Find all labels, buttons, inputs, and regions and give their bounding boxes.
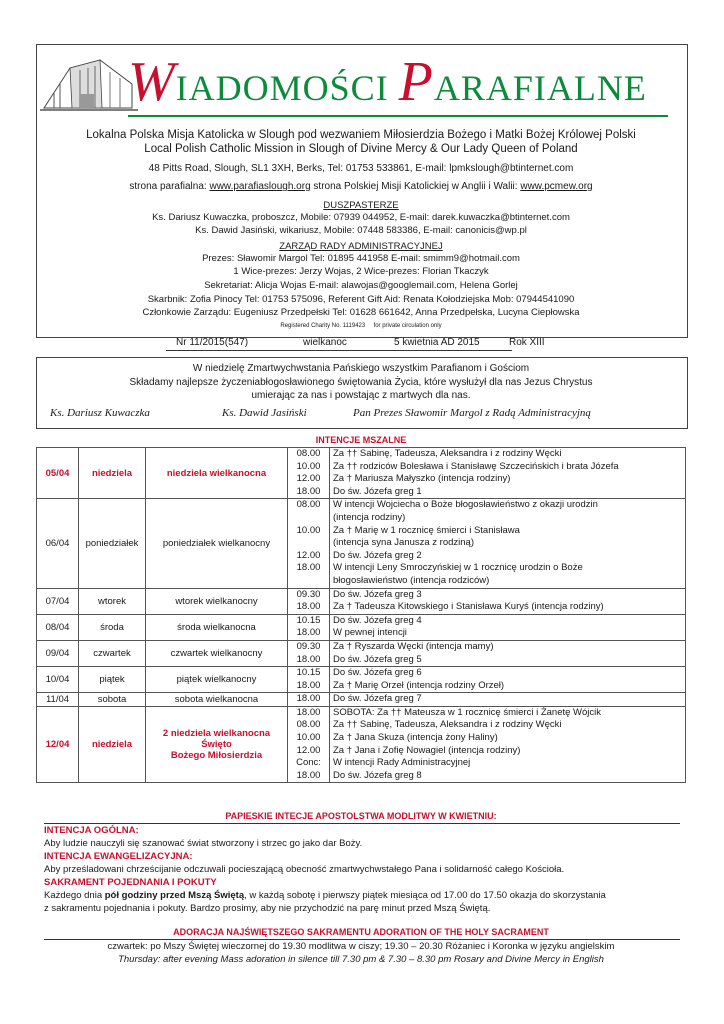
mass-intentions-table xyxy=(36,447,686,783)
mass-time: 08.00 xyxy=(296,499,321,511)
board-line-4: Skarbnik: Zofia Pinocy Tel: 01753 575096, Referent Gift Aid: Renata Kołodziejska Mob: 07944541090 xyxy=(147,294,575,305)
issue-day: wielkanoc xyxy=(303,337,347,348)
pcmew-website-link[interactable]: www.pcmew.org xyxy=(520,181,593,192)
clergy-heading: DUSZPASTERZE xyxy=(323,200,399,211)
mass-intention: Do św. Józefa greg 8 xyxy=(333,769,422,781)
confession-label: SAKRAMENT POJEDNANIA I POKUTY xyxy=(44,877,217,888)
mass-feast: czwartek wielkanocny xyxy=(146,640,288,666)
mass-intention: SOBOTA: Za †† Mateusza w 1 rocznicę śmierci i Żanetę Wójcik xyxy=(333,706,602,718)
mass-intentions xyxy=(330,614,686,640)
mission-pl: Lokalna Polska Misja Katolicka w Slough pod wezwaniem Miłosierdzia Bożego i Matki Bożej Królowej Polski xyxy=(86,129,636,141)
adoration-heading: ADORACJA NAJŚWIĘTSZEGO SAKRAMENTU ADORATION OF THE HOLY SACRAMENT xyxy=(173,927,549,937)
issue-info xyxy=(36,335,686,350)
mass-table-body xyxy=(37,448,686,783)
mass-intention: Do św. Józefa greg 5 xyxy=(333,653,422,665)
board-line-3: Sekretariat: Alicja Wojas E-mail: alawojas@googlemail.com, Helena Gorlej xyxy=(204,280,518,291)
mass-day: sobota xyxy=(79,693,146,707)
address-line: 48 Pitts Road, Slough, SL1 3XH, Berks, Tel: 01753 533861, E-mail: lpmkslough@btinternet.com xyxy=(148,163,574,174)
mass-feast: wtorek wielkanocny xyxy=(146,588,288,614)
title-word-2: ARAFIALNE xyxy=(433,68,647,108)
mass-time: 18.00 xyxy=(296,693,321,705)
website-prefix: strona parafialna: xyxy=(129,181,210,192)
mass-time: 18.00 xyxy=(296,706,321,718)
mass-intention: (intencja syna Janusza z rodziną) xyxy=(333,537,474,549)
mass-intention: W intencji Leny Smroczyńskiej w 1 rocznicę urodzin o Boże xyxy=(333,562,583,574)
mass-row xyxy=(37,448,686,499)
issue-rule xyxy=(166,350,512,351)
mass-feast-line: Bożego Miłosierdzia xyxy=(170,750,263,762)
mass-day: poniedziałek xyxy=(79,499,146,588)
general-intention-text: Aby ludzie nauczyli się szanować świat stworzony i strzec go jako dar Boży. xyxy=(44,838,363,849)
board-line-2: 1 Wice-prezes: Jerzy Wojas, 2 Wice-prezes: Florian Tkaczyk xyxy=(233,266,489,277)
mass-time: 18.00 xyxy=(296,485,321,497)
mass-intention: Do św. Józefa greg 3 xyxy=(333,588,422,600)
mass-feast: niedziela wielkanocna xyxy=(146,448,288,499)
mass-time: 09.30 xyxy=(296,588,321,600)
mass-row xyxy=(37,640,686,666)
mass-intention: Za † Ryszarda Węcki (intencja mamy) xyxy=(333,640,494,652)
adoration-line-en: Thursday: after evening Mass adoration in silence till 7.30 pm & 7.30 – 8.30 pm Rosary and Divine Mercy in English xyxy=(118,954,604,965)
confession-text-2: z sakramentu pojednania i pokuty. Bardzo prosimy, aby nie przychodzić na parę minut przed Mszą Świętą. xyxy=(44,903,491,914)
mass-feast: sobota wielkanocna xyxy=(146,693,288,707)
board-line-5: Członkowie Zarządu: Eugeniusz Przedpełski Tel: 01628 661642, Anna Przedpełska, Lucyna Ciepłowska xyxy=(142,307,580,318)
clergy-line-2: Ks. Dawid Jasiński, wikariusz, Mobile: 07448 583386, E-mail: canonicis@wp.pl xyxy=(195,225,527,236)
mass-day: wtorek xyxy=(79,588,146,614)
mass-feast-line: 2 niedziela wielkanocna xyxy=(162,728,271,740)
mass-date: 07/04 xyxy=(37,588,79,614)
prayer-heading: PAPIESKIE INTECJE APOSTOLSTWA MODLITWY W KWIETNIU: xyxy=(225,811,497,821)
prayer-block xyxy=(44,824,606,915)
mass-time xyxy=(291,537,326,550)
title-rule xyxy=(128,115,668,117)
mission-en: Local Polish Catholic Mission in Slough of Divine Mercy & Our Lady Queen of Poland xyxy=(144,143,578,155)
mass-intention: Za †† Sabinę, Tadeusza, Aleksandra i z rodziny Węcki xyxy=(333,719,562,731)
title-initial-p: P xyxy=(398,51,434,113)
issue-year: Rok XIII xyxy=(509,337,545,348)
mass-intentions xyxy=(330,499,686,588)
mass-times xyxy=(288,693,330,707)
mass-intention: W intencji Rady Administracyjnej xyxy=(333,757,471,769)
website-mid: strona Polskiej Misji Katolickiej w Anglii i Walii: xyxy=(310,181,521,192)
greeting-line-2: Składamy najlepsze życzeniabłogosławionego świętowania Życia, które wysłużył dla nas Jezus Chrystus xyxy=(129,377,593,388)
mass-time: 10.00 xyxy=(296,732,321,744)
mass-date: 05/04 xyxy=(37,448,79,499)
confession-b: , w każdą sobotę i pierwszy piątek miesiąca od 17.00 do 17.50 okazja do skorzystania xyxy=(244,890,606,901)
mass-date: 06/04 xyxy=(37,499,79,588)
mass-time: 18.00 xyxy=(296,627,321,639)
mass-intentions xyxy=(330,448,686,499)
mass-intention: Do św. Józefa greg 2 xyxy=(333,549,422,561)
mass-row xyxy=(37,614,686,640)
mass-time: 12.00 xyxy=(296,549,321,561)
mass-intentions xyxy=(330,588,686,614)
mass-day: niedziela xyxy=(79,706,146,783)
confession-bold: pół godziny przed Mszą Świętą xyxy=(104,890,245,901)
mass-times xyxy=(288,614,330,640)
signature-margol: Pan Prezes Sławomir Margol z Radą Administracyjną xyxy=(353,407,591,419)
mass-date: 09/04 xyxy=(37,640,79,666)
mass-day: czwartek xyxy=(79,640,146,666)
mass-feast: poniedziałek wielkanocny xyxy=(146,499,288,588)
general-intention-label: INTENCJA OGÓLNA: xyxy=(44,825,139,836)
mass-intentions xyxy=(330,693,686,707)
mass-time: 18.00 xyxy=(296,679,321,691)
mass-row xyxy=(37,499,686,588)
mass-times xyxy=(288,640,330,666)
mass-intention: Za † Tadeusza Kitowskiego i Stanisława Kuryś (intencja rodziny) xyxy=(333,601,604,613)
mass-intention: Za † Jana i Zofię Nowagiel (intencja rodziny) xyxy=(333,744,521,756)
mass-time: 18.00 xyxy=(296,601,321,613)
mass-row xyxy=(37,693,686,707)
church-illustration xyxy=(40,50,138,114)
mass-intention: Do św. Józefa greg 6 xyxy=(333,667,422,679)
confession-a: Każdego dnia xyxy=(44,890,105,901)
mass-row xyxy=(37,667,686,693)
mass-time: 18.00 xyxy=(296,769,321,781)
mass-intention: Do św. Józefa greg 4 xyxy=(333,614,422,626)
mass-times xyxy=(288,588,330,614)
mass-date: 08/04 xyxy=(37,614,79,640)
mass-feast-line: Święto xyxy=(201,739,232,751)
mass-times xyxy=(288,499,330,588)
mass-intention: Za †† rodziców Bolesława i Stanisławę Szczecińskich i brata Józefa xyxy=(333,460,619,472)
mass-time: 08.00 xyxy=(296,719,321,731)
evangelization-text: Aby prześladowani chrześcijanie odczuwali pocieszającą obecność zmartwychwstałego Pana i solidarność całego Kościoła. xyxy=(44,864,565,875)
board-heading: ZARZĄD RADY ADMINISTRACYJNEJ xyxy=(279,241,443,252)
mass-feast: środa wielkanocna xyxy=(146,614,288,640)
mass-time: 18.00 xyxy=(296,562,321,574)
parish-website-link[interactable]: www.parafiaslough.org xyxy=(209,181,311,192)
mass-intention: Za † Marię Orzeł (intencja rodziny Orzeł) xyxy=(333,679,505,691)
greeting-line-3: umierając za nas i powstając z martwych dla nas. xyxy=(251,390,471,401)
clergy-line-1: Ks. Dariusz Kuwaczka, proboszcz, Mobile: 07939 044952, E-mail: darek.kuwaczka@btinternet.com xyxy=(152,212,570,223)
mass-time: 10.00 xyxy=(296,460,321,472)
mass-feast xyxy=(146,706,288,783)
mass-intention: W pewnej intencji xyxy=(333,627,407,639)
board-line-1: Prezes: Sławomir Margol Tel: 01895 441958 E-mail: smimm9@hotmail.com xyxy=(202,253,520,264)
mass-feast: piątek wielkanocny xyxy=(146,667,288,693)
mass-intentions-heading: INTENCJE MSZALNE xyxy=(315,435,407,445)
mass-row xyxy=(37,706,686,783)
charity-note: Registered Charity No. 1119423 for private circulation only xyxy=(280,323,442,329)
mass-intentions xyxy=(330,640,686,666)
mass-row xyxy=(37,588,686,614)
mass-times xyxy=(288,448,330,499)
mass-day: niedziela xyxy=(79,448,146,499)
signature-kuwaczka: Ks. Dariusz Kuwaczka xyxy=(50,407,150,419)
mass-time: 09.30 xyxy=(296,640,321,652)
mass-intention: Za † Mariusza Małyszko (intencja rodziny) xyxy=(333,473,511,485)
mass-date: 10/04 xyxy=(37,667,79,693)
adoration-rule xyxy=(44,939,680,940)
adoration-line-pl: czwartek: po Mszy Świętej wieczornej do 19.30 modlitwa w ciszy; 19.30 – 20.30 Różaniec i Koronka w języku angielskim xyxy=(107,941,615,952)
mass-day: środa xyxy=(79,614,146,640)
title-word-1: IADOMOŚCI xyxy=(175,68,399,108)
mass-time: 10.15 xyxy=(296,614,321,626)
mass-intention: Do św. Józefa greg 1 xyxy=(333,485,422,497)
mass-time xyxy=(291,575,326,588)
mass-times xyxy=(288,667,330,693)
signature-jasinski: Ks. Dawid Jasiński xyxy=(222,407,307,419)
evangelization-label: INTENCJA EWANGELIZACYJNA: xyxy=(44,851,193,862)
mass-time: 18.00 xyxy=(296,653,321,665)
mass-times xyxy=(288,706,330,783)
mass-intentions xyxy=(330,667,686,693)
mass-intention: Za † Jana Skuza (intencja żony Haliny) xyxy=(333,732,498,744)
greeting-line-1: W niedzielę Zmartwychwstania Pańskiego wszystkim Parafianom i Gościom xyxy=(192,363,530,374)
issue-date: 5 kwietnia AD 2015 xyxy=(394,337,480,348)
mass-intentions xyxy=(330,706,686,783)
mass-intention: Za † Marię w 1 rocznicę śmierci i Stanisława xyxy=(333,524,520,536)
mass-intention: błogosławieństwo (intencja rodziców) xyxy=(333,574,490,586)
mass-time: 10.00 xyxy=(296,524,321,536)
mass-intention: (intencja rodziny) xyxy=(333,511,406,523)
mass-time: 12.00 xyxy=(296,744,321,756)
mass-intention: Za †† Sabinę, Tadeusza, Aleksandra i z rodziny Węcki xyxy=(333,448,562,459)
mass-intention: W intencji Wojciecha o Boże błogosławieństwo z okazji urodzin xyxy=(333,499,598,511)
website-line xyxy=(36,181,686,192)
mass-time: Conc: xyxy=(296,757,321,769)
newsletter-title xyxy=(128,50,668,114)
mass-day: piątek xyxy=(79,667,146,693)
mass-time: 08.00 xyxy=(296,448,321,459)
mass-time xyxy=(291,512,326,525)
mass-time: 10.15 xyxy=(296,667,321,679)
confession-text-1 xyxy=(44,889,606,902)
mass-time: 12.00 xyxy=(296,473,321,485)
mass-date: 12/04 xyxy=(37,706,79,783)
issue-number: Nr 11/2015(547) xyxy=(176,337,249,348)
mass-date: 11/04 xyxy=(37,693,79,707)
title-initial-w: W xyxy=(128,51,176,113)
mass-intention: Do św. Józefa greg 7 xyxy=(333,693,422,705)
